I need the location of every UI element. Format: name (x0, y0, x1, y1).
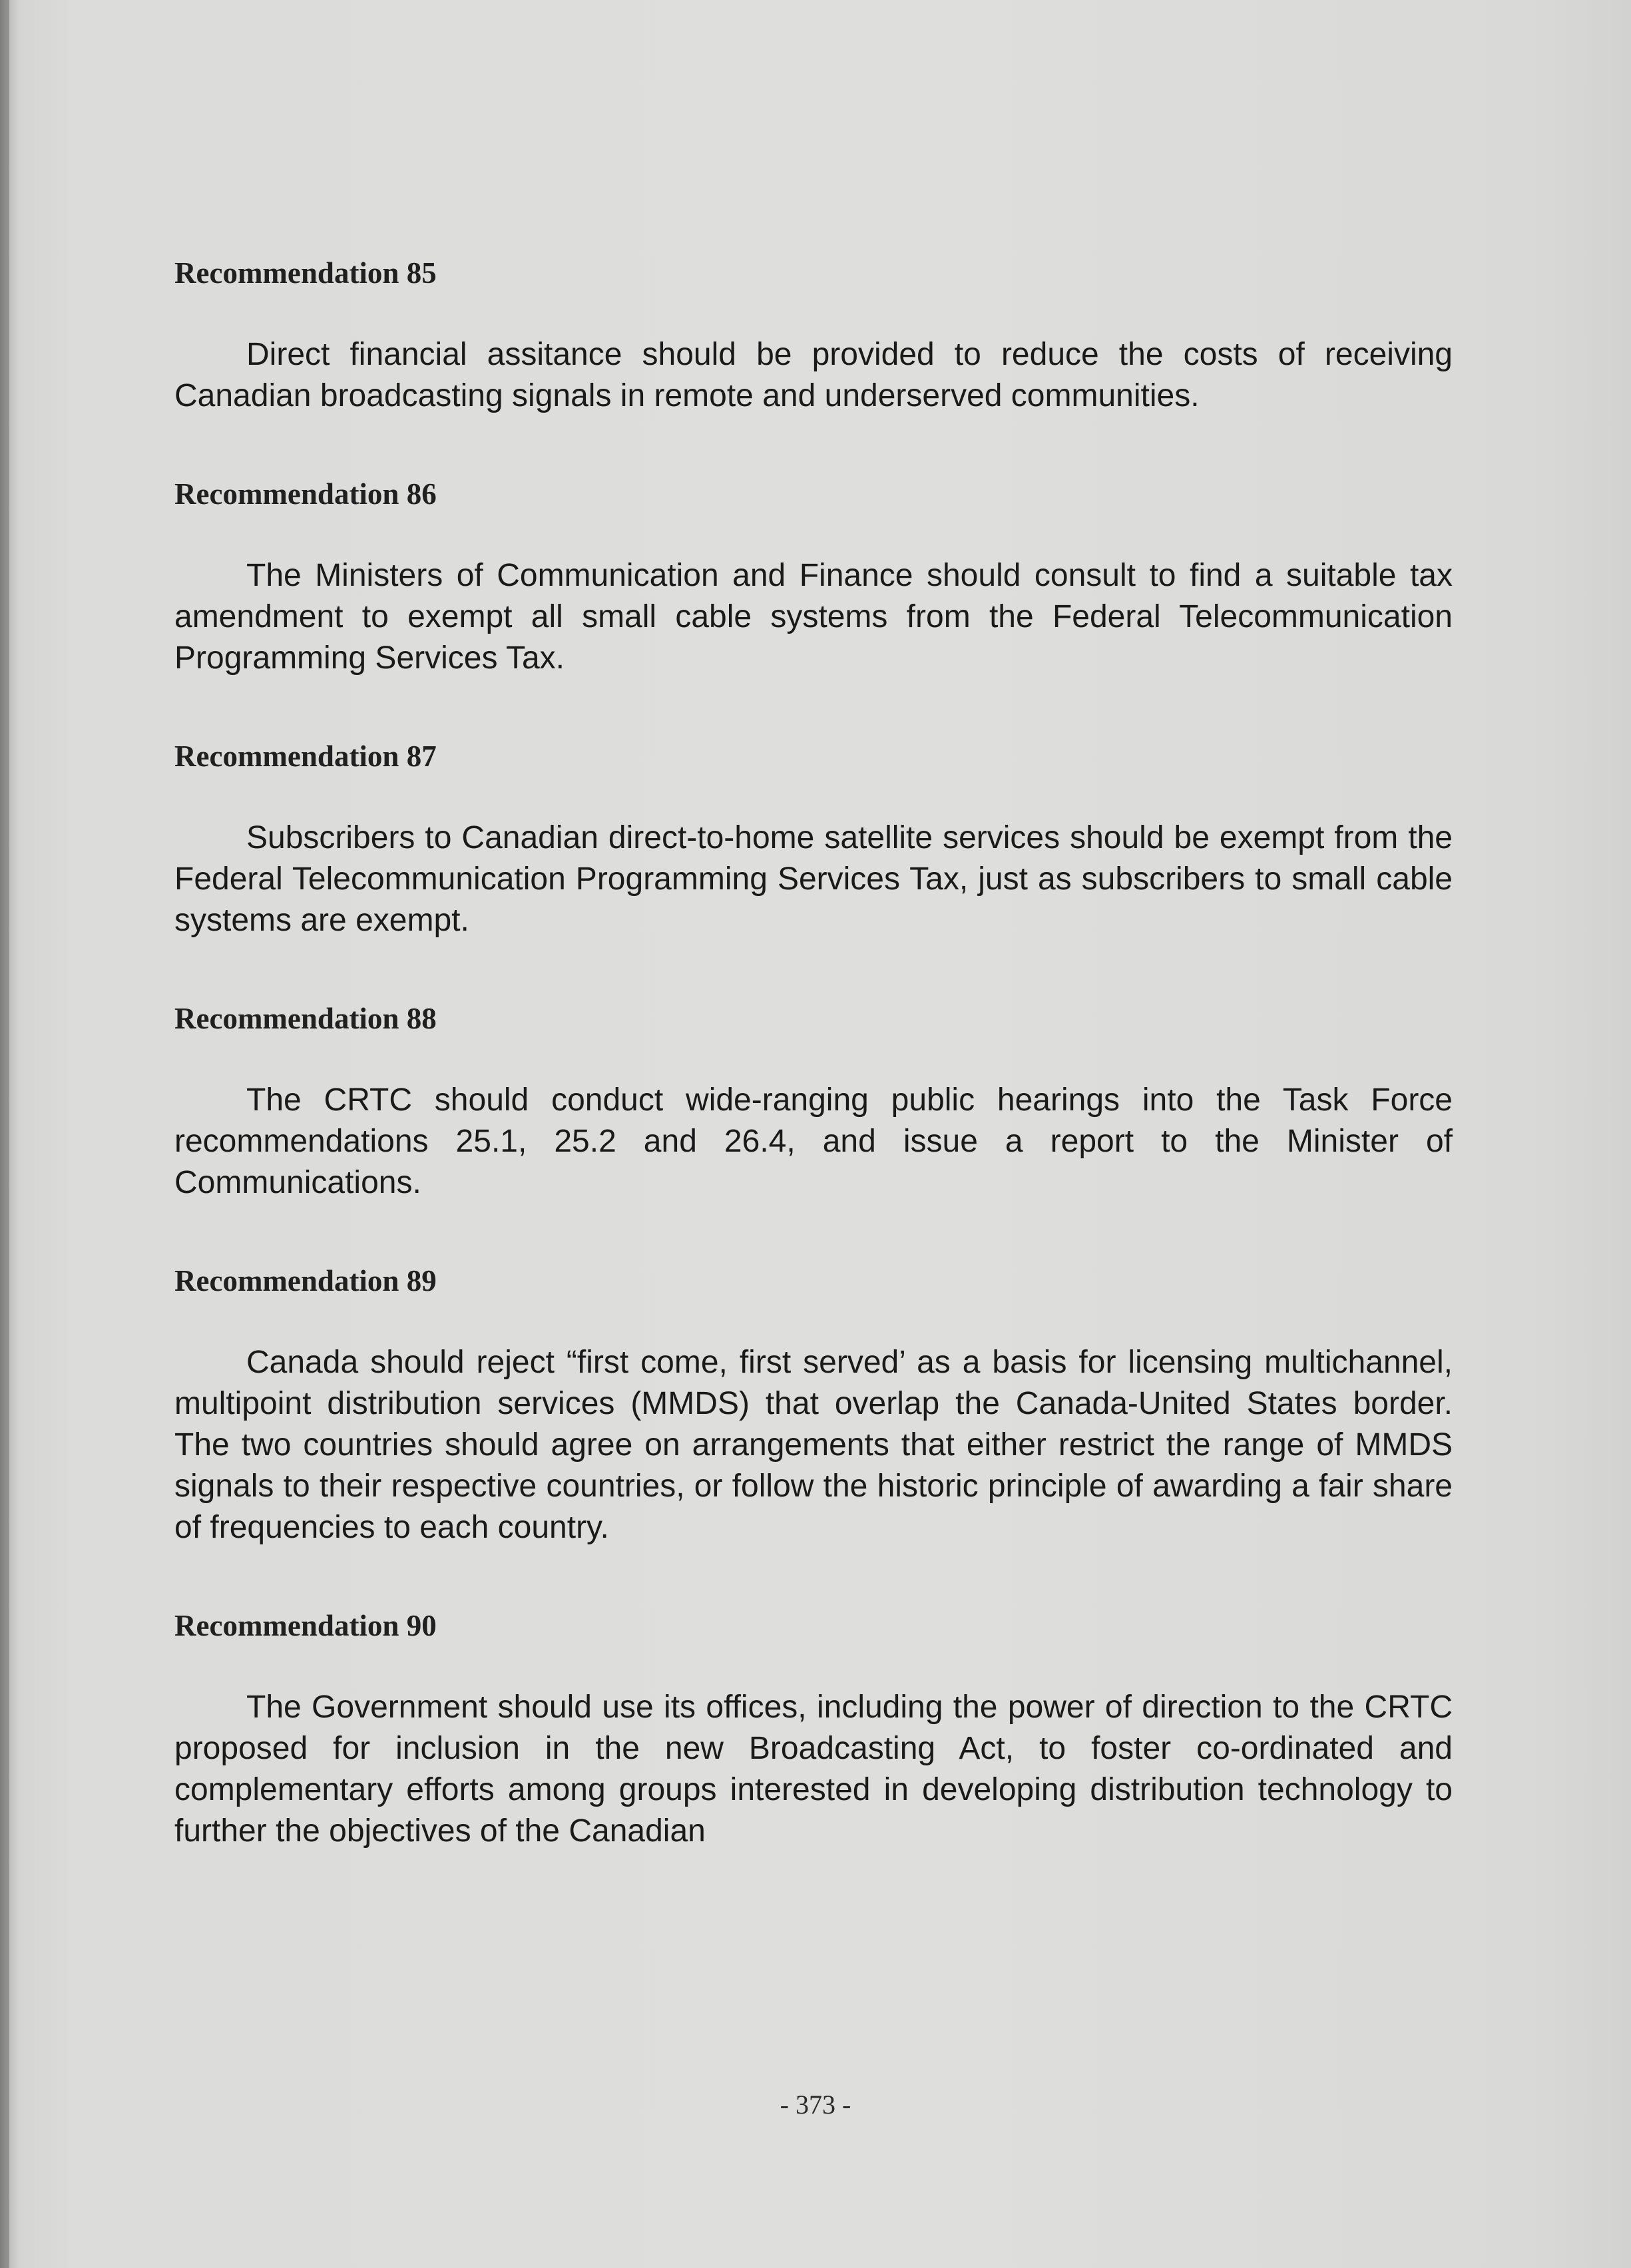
recommendation-90 (174, 1606, 1453, 1852)
recommendation-text: Direct financial assitance should be provided to reduce the costs of receiving Canadian broadcasting signals in remote and underserved communities. (174, 337, 1453, 413)
recommendation-heading: Recommendation 89 (174, 1264, 437, 1297)
recommendation-86 (174, 474, 1453, 679)
recommendation-85 (174, 253, 1453, 417)
recommendation-87 (174, 736, 1453, 941)
recommendation-heading: Recommendation 88 (174, 1002, 437, 1035)
recommendation-89 (174, 1261, 1453, 1548)
page-number: - 373 - (780, 2090, 851, 2120)
recommendation-text: Canada should reject “first come, first served’ as a basis for licensing multichannel, multipoint distribution services (MMDS) that overlap the Canada-United States border. The two countries should agree on arrangements that either restrict the range of MMDS signals to their respective countries, or follow the historic principle of awarding a fair share of frequencies to each country. (174, 1345, 1453, 1545)
recommendation-88 (174, 999, 1453, 1204)
recommendation-text: The Government should use its offices, including the power of direction to the CRTC proposed for inclusion in the new Broadcasting Act, to foster co-ordinated and complementary efforts among groups interested in developing distribution technology to further the objectives of the Canadian (174, 1690, 1453, 1849)
recommendation-heading: Recommendation 86 (174, 477, 437, 511)
recommendation-heading: Recommendation 85 (174, 256, 437, 290)
recommendation-text: The Ministers of Communication and Finance should consult to find a suitable tax amendment to exempt all small cable systems from the Federal Telecommunication Programming Services Tax. (174, 558, 1453, 676)
page-content (174, 253, 1453, 1909)
page-spine-shadow (0, 0, 9, 2268)
recommendation-heading: Recommendation 87 (174, 740, 437, 773)
recommendation-heading: Recommendation 90 (174, 1609, 437, 1642)
recommendation-text: Subscribers to Canadian direct-to-home satellite services should be exempt from the Federal Telecommunication Programming Services Tax, just as subscribers to small cable systems are exempt. (174, 820, 1453, 938)
recommendation-text: The CRTC should conduct wide-ranging public hearings into the Task Force recommendations 25.1, 25.2 and 26.4, and issue a report to the Minister of Communications. (174, 1082, 1453, 1200)
